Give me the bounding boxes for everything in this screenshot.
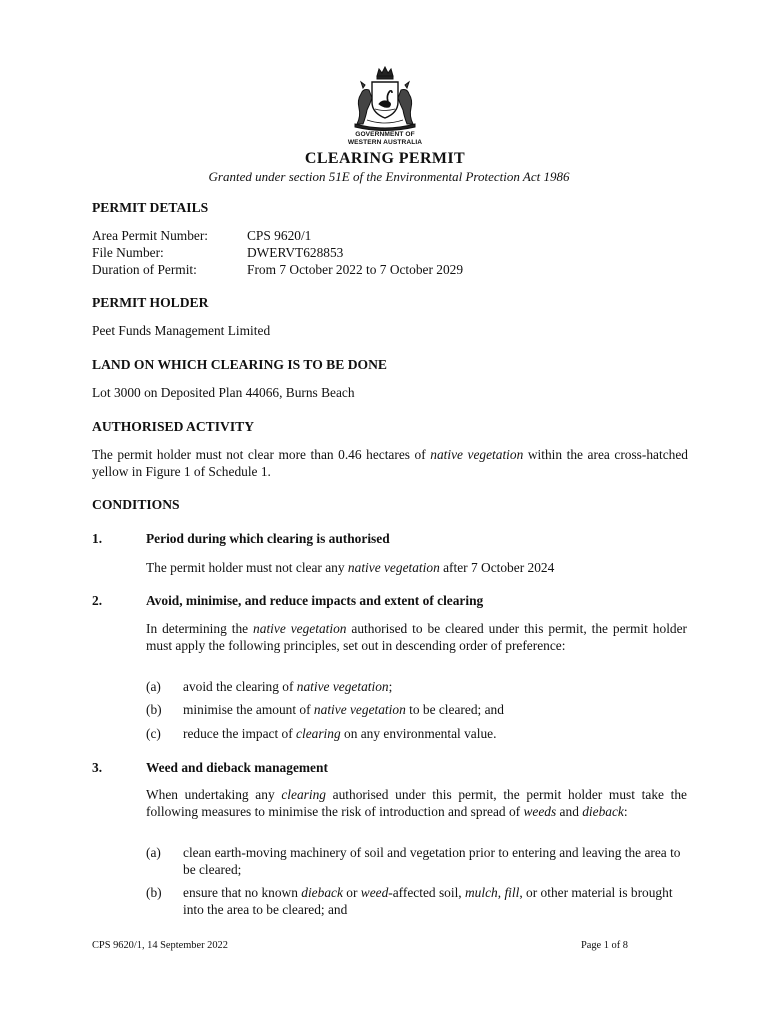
text-run: , or other material is brought into the area to be cleared; and (183, 885, 673, 917)
text-run: -affected soil, (388, 885, 465, 900)
list-item-label: (b) (146, 885, 162, 900)
text-run: , (497, 885, 505, 900)
condition-text (146, 620, 687, 654)
condition-title: Period during which clearing is authorised (146, 531, 390, 546)
list-item-text (183, 725, 687, 742)
defined-term: native vegetation (253, 621, 347, 636)
text-run: : (623, 804, 628, 819)
permit-detail-label: Duration of Permit: (92, 262, 197, 277)
list-item-text (183, 884, 687, 918)
list-item-label: (b) (146, 702, 162, 717)
text-run: avoid the clearing of (183, 679, 297, 694)
defined-term: native vegetation (313, 702, 406, 717)
document-title: CLEARING PERMIT (304, 150, 466, 167)
defined-term: weeds (523, 804, 557, 819)
condition-text (146, 559, 687, 576)
footer-document-reference: CPS 9620/1, 14 September 2022 (92, 940, 228, 951)
condition-title: Weed and dieback management (146, 760, 328, 775)
defined-term: mulch (465, 885, 498, 900)
permit-holder-name: Peet Funds Management Limited (92, 323, 271, 338)
authorised-activity-text (92, 446, 688, 480)
text-run: to be cleared; and (405, 702, 504, 717)
text-run: after 7 October 2024 (439, 560, 555, 575)
authorised-activity-heading: AUTHORISED ACTIVITY (92, 419, 255, 434)
list-item-text: clean earth-moving machinery of soil and vegetation prior to entering and leaving the area to be cleared; (183, 845, 681, 877)
text-run: In determining the (146, 621, 254, 636)
condition-text (146, 786, 687, 820)
list-item-label: (a) (146, 845, 161, 860)
land-heading: LAND ON WHICH CLEARING IS TO BE DONE (92, 357, 387, 372)
list-item-label: (c) (146, 726, 161, 741)
text-run: and (556, 804, 583, 819)
text-run: The permit holder must not clear more than 0.46 hectares of (92, 447, 431, 462)
condition-number: 2. (92, 593, 103, 608)
permit-detail-value: DWERVT628853 (247, 245, 344, 260)
crest-organisation-line2: WESTERN AUSTRALIA (347, 138, 423, 146)
text-run: ensure that no known (183, 885, 302, 900)
list-item-text (183, 678, 687, 695)
condition-number: 3. (92, 760, 103, 775)
text-run: When undertaking any (146, 787, 282, 802)
text-run: within the area cross-hatched yellow in Figure 1 of Schedule 1. (92, 447, 688, 479)
crest-organisation (285, 131, 485, 146)
coat-of-arms-crest (339, 66, 431, 132)
land-description: Lot 3000 on Deposited Plan 44066, Burns Beach (92, 385, 355, 400)
text-run: on any environmental value. (340, 726, 497, 741)
text-run: authorised under this permit, the permit holder must take the following measures to minimise the risk of introduction and spread of (146, 787, 688, 819)
list-item-label: (a) (146, 679, 161, 694)
defined-term: dieback (582, 804, 624, 819)
crest-organisation-line1: GOVERNMENT OF (355, 131, 415, 138)
permit-details-heading: PERMIT DETAILS (92, 200, 209, 215)
text-run: minimise the amount of (183, 702, 314, 717)
document-subtitle: Granted under section 51E of the Environmental Protection Act 1986 (208, 169, 570, 184)
defined-term: fill (504, 885, 520, 900)
text-run: The permit holder must not clear any (146, 560, 348, 575)
text-run: or (342, 885, 361, 900)
permit-detail-value: From 7 October 2022 to 7 October 2029 (247, 262, 464, 277)
defined-term: native vegetation (296, 679, 389, 694)
defined-term: clearing (281, 787, 326, 802)
condition-number: 1. (92, 531, 103, 546)
text-run: authorised to be cleared under this permit, the permit holder must apply the following principles, set out in descending order of preference: (146, 621, 688, 653)
footer-page-number: Page 1 of 8 (580, 940, 628, 951)
list-item-text (183, 701, 687, 718)
text-run: ; (388, 679, 393, 694)
permit-holder-heading: PERMIT HOLDER (92, 295, 209, 310)
text-run: reduce the impact of (183, 726, 297, 741)
permit-detail-label: File Number: (92, 245, 164, 260)
condition-title: Avoid, minimise, and reduce impacts and extent of clearing (146, 593, 484, 608)
permit-detail-value: CPS 9620/1 (247, 228, 312, 243)
defined-term: dieback (301, 885, 343, 900)
conditions-heading: CONDITIONS (92, 497, 180, 512)
permit-detail-label: Area Permit Number: (92, 228, 209, 243)
defined-term: native vegetation (430, 447, 524, 462)
defined-term: weed (360, 885, 389, 900)
defined-term: clearing (296, 726, 341, 741)
defined-term: native vegetation (347, 560, 440, 575)
